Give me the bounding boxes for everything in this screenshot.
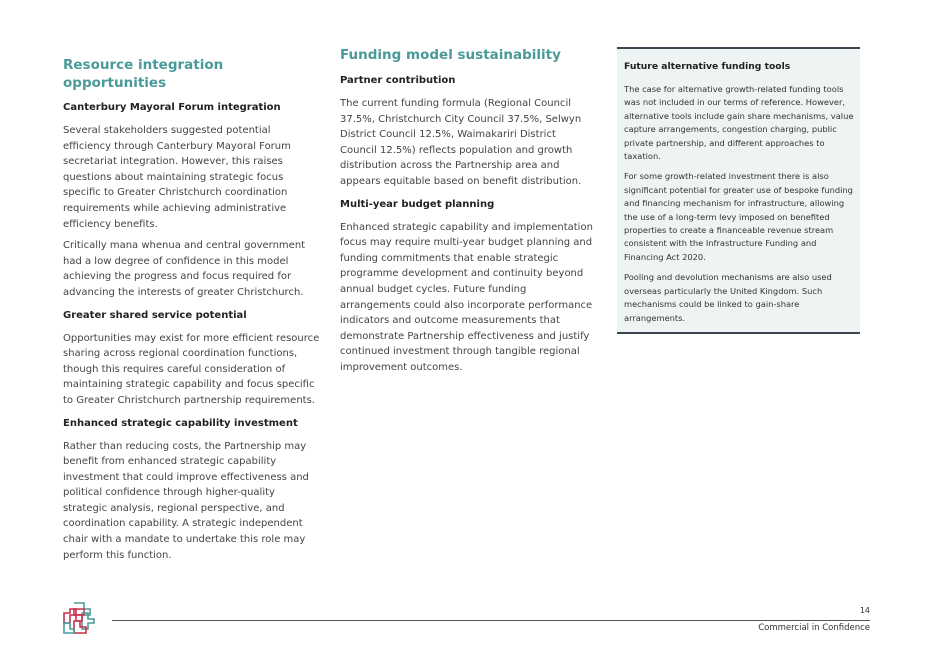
- funding-model-heading: Funding model sustainability: [340, 47, 561, 63]
- strategic-capability-paragraph: Rather than reducing costs, the Partnership may benefit from enhanced strategic capability investment that could improve effectiveness and political confidence through higher-quality strategic analysis, regional perspective, and coordination capability. A strategic independent chair with a mandate to undertake this role may perform this function.: [63, 440, 309, 561]
- interlocking-crosses-logo-icon: [63, 602, 95, 634]
- multi-year-budget-subheading: Multi-year budget planning: [340, 198, 495, 210]
- strategic-capability-subheading: Enhanced strategic capability investment: [63, 417, 298, 429]
- mayoral-forum-paragraph-2: Critically mana whenua and central government had a low degree of confidence in this model achieving the progress and focus required for advancing the interests of greater Christchurch.: [63, 240, 306, 298]
- callout-paragraph-3: Pooling and devolution mechanisms are also used overseas particularly the United Kingdom. Such mechanisms could be linked to gain-share arrangements.: [624, 272, 832, 323]
- page-number: 14: [859, 606, 870, 615]
- alternative-funding-callout: [617, 47, 860, 334]
- middle-column: [340, 46, 595, 376]
- footer-divider: [112, 620, 870, 621]
- callout-paragraph-2: For some growth-related investment there is also significant potential for greater use of bespoke funding and financing mechanism for infrastructure, allowing the use of a long-term levy imposed on benefited properties to create a financeable revenue stream consistent with the Infrastructure Funding and Financing Act 2020.: [624, 171, 853, 262]
- callout-title: Future alternative funding tools: [624, 61, 791, 72]
- mayoral-forum-subheading: Canterbury Mayoral Forum integration: [63, 102, 281, 113]
- callout-paragraph-1: The case for alternative growth-related funding tools was not included in our terms of reference. However, alternative tools include gain share mechanisms, value capture arrangements, congestion charging, public private partnership, and different approaches to taxation.: [624, 84, 854, 162]
- left-column: [63, 56, 321, 563]
- partner-contribution-subheading: Partner contribution: [340, 75, 456, 86]
- confidentiality-label: Commercial in Confidence: [758, 623, 870, 633]
- resource-integration-heading: Resource integration opportunities: [63, 57, 224, 91]
- mayoral-forum-paragraph-1: Several stakeholders suggested potential efficiency through Canterbury Mayoral Forum secretariat integration. However, this raises questions about maintaining strategic focus specific to Greater Christchurch coordination requirements while achieving administrative efficiency benefits.: [63, 125, 291, 230]
- partner-contribution-paragraph: The current funding formula (Regional Council 37.5%, Christchurch City Council 37.5%, Selwyn District Council 12.5%, Waimakariri District Council 12.5%) reflects population and growth distribution across the Partnership area and appears equitable based on benefit distribution.: [340, 98, 582, 187]
- multi-year-budget-paragraph: Enhanced strategic capability and implementation focus may require multi-year budget planning and funding commitments that enable strategic programme development and continuity beyond annual budget cycles. Future funding arrangements could also incorporate performance indicators and outcome measurements that demonstrate Partnership effectiveness and justify continued investment through tangible regional improvement outcomes.: [340, 221, 593, 373]
- shared-service-subheading: Greater shared service potential: [63, 309, 247, 321]
- shared-service-paragraph: Opportunities may exist for more efficient resource sharing across regional coordination functions, though this requires careful consideration of maintaining strategic capability and focus specific to Greater Christchurch partnership requirements.: [63, 332, 320, 406]
